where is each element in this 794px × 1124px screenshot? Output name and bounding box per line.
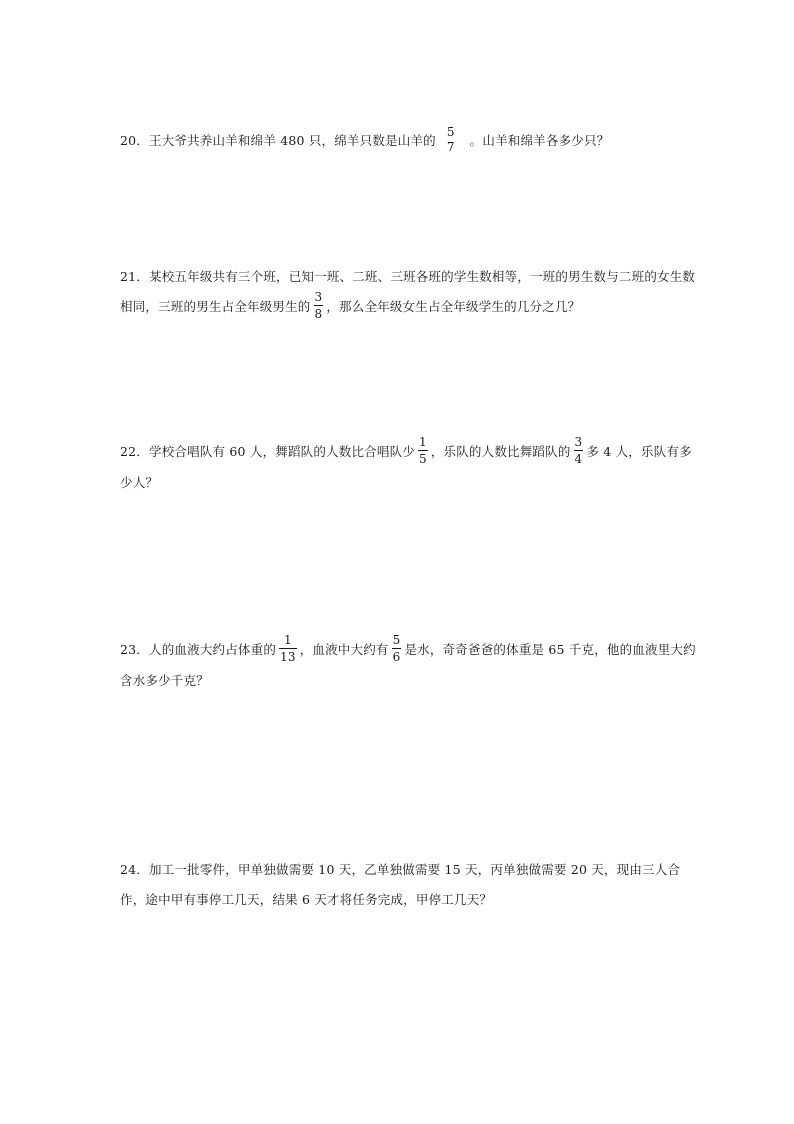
fraction-denominator: 7 (446, 140, 455, 154)
question-number: 23． (120, 642, 150, 657)
question-text: 。山羊和绵羊各多少只？ (469, 133, 610, 148)
fraction-bar (314, 305, 324, 306)
fraction (446, 125, 456, 154)
fraction (574, 435, 584, 466)
fraction-numerator: 3 (314, 290, 323, 304)
question-text: 王大爷共养山羊和绵羊 480 只，绵羊只数是山羊的 (149, 133, 436, 148)
question-text: ，血液中大约有 (299, 642, 389, 657)
fraction-bar (418, 450, 428, 451)
fraction-numerator: 5 (392, 633, 401, 647)
question-21 (120, 262, 700, 323)
question-24 (120, 855, 700, 915)
question-text: 某校五年级共有三个班，已知一班、二班、三班各班的学生数相等，一班的男生数与二班的女生数相同，三班的男生占全年级男生的 (120, 269, 696, 314)
question-text: 加工一批零件，甲单独做需要 10 天，乙单独做需要 15 天，丙单独做需要 20 天，现由三人合作，途中甲有事停工几天，结果 6 天才将任务完成，甲停工几天？ (120, 862, 681, 907)
fraction (392, 633, 402, 664)
fraction-bar (574, 450, 584, 451)
fraction-bar (279, 648, 297, 649)
question-20 (120, 126, 700, 156)
question-text: 学校合唱队有 60 人，舞蹈队的人数比合唱队少 (149, 444, 415, 459)
question-number: 21． (120, 269, 150, 284)
fraction-numerator: 1 (283, 633, 292, 647)
question-number: 22． (120, 444, 150, 459)
fraction-denominator: 13 (280, 650, 296, 664)
fraction-numerator: 5 (446, 125, 455, 139)
fraction-denominator: 5 (418, 452, 427, 466)
question-text: 人的血液大约占体重的 (149, 642, 277, 657)
question-text: 多 4 人，乐队有多少人？ (120, 444, 692, 490)
question-22 (120, 437, 700, 498)
fraction-denominator: 4 (574, 452, 583, 466)
fraction-denominator: 6 (392, 650, 401, 664)
question-number: 20． (120, 133, 150, 148)
fraction-numerator: 3 (574, 435, 583, 449)
question-number: 24． (120, 862, 150, 877)
fraction (279, 633, 297, 664)
question-text: 是水，奇奇爸爸的体重是 65 千克，他的血液里大约含水多少千克？ (120, 642, 696, 688)
fraction (314, 290, 324, 321)
question-23 (120, 635, 700, 696)
fraction-bar (392, 648, 402, 649)
fraction-denominator: 8 (314, 307, 323, 321)
question-text: ，乐队的人数比舞蹈队的 (430, 444, 571, 459)
fraction-numerator: 1 (418, 435, 427, 449)
fraction (418, 435, 428, 466)
question-text: ，那么全年级女生占全年级学生的几分之几？ (326, 299, 581, 314)
